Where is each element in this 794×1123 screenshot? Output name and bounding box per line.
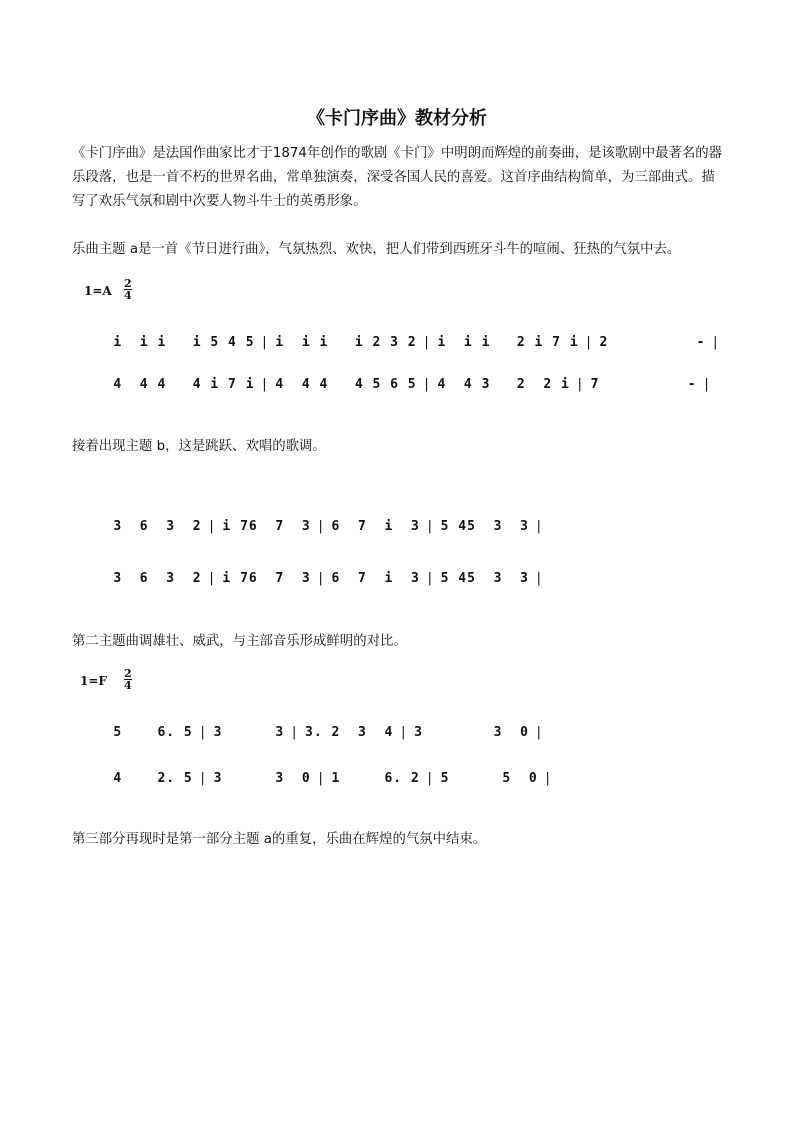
measure: 5 6. 5 [113, 725, 193, 740]
measure: 4 4 4 4 5 6 5 [275, 377, 417, 392]
time-signature: 2 4 [124, 277, 132, 302]
measure: 3. 2 3 4 [305, 725, 394, 740]
measure: 3 3 0 [213, 771, 311, 786]
measure: 7 - [590, 377, 697, 392]
measure: 3 6 3 2 [113, 519, 202, 534]
intro-paragraph: 《卡门序曲》是法国作曲家比才于1874年创作的歌剧《卡门》中明朗而辉煌的前奏曲，是该歌剧中最著名的器乐段落，也是一首不朽的世界名曲，常单独演奏，深受各国人民的喜爱。这首序曲结构简单，为三部曲式。描写了欢乐气氛和剧中次要人物斗牛士的英勇形象。 [72, 146, 723, 209]
score-theme-b [78, 500, 544, 586]
measure: 4 4 4 4 i 7 i [113, 377, 255, 392]
score-theme-a [78, 277, 721, 392]
measure: 1 6. 2 [331, 771, 420, 786]
measure: i 76 7 3 [222, 571, 311, 586]
key-signature: 1=F [80, 674, 107, 688]
measure: i i i 2 i 7 i [437, 335, 579, 350]
score-line: 3 6 3 2 | i 76 7 3 | 6 7 i 3 | 5 45 3 3 | [113, 519, 544, 534]
measure: 6 7 i 3 [331, 571, 420, 586]
measure: 5 5 0 [440, 771, 538, 786]
measure: 2 - [599, 335, 706, 350]
score-theme-2 [78, 667, 553, 786]
measure: 4 4 3 2 2 i [437, 377, 570, 392]
time-signature: 2 4 [124, 667, 132, 692]
measure: i i i i 2 3 2 [275, 335, 417, 350]
measure: i 76 7 3 [222, 519, 311, 534]
score-line: 3 6 3 2 | i 76 7 3 | 6 7 i 3 | 5 45 3 3 | [113, 571, 544, 586]
key-signature: 1=A [84, 284, 112, 298]
part3-paragraph: 第三部分再现时是第一部分主题 a的重复，乐曲在辉煌的气氛中结束。 [72, 832, 487, 847]
measure: 6 7 i 3 [331, 519, 420, 534]
measure: 3 3 [213, 725, 285, 740]
measure: 5 45 3 3 [440, 519, 529, 534]
page-title: 《卡门序曲》教材分析 [307, 108, 487, 129]
measure: 5 45 3 3 [440, 571, 529, 586]
score-line: 5 6. 5 | 3 3 | 3. 2 3 4 | 3 3 0 | [113, 725, 544, 740]
score-line: 4 2. 5 | 3 3 0 | 1 6. 2 | 5 5 0 | [113, 771, 553, 786]
measure: 4 2. 5 [113, 771, 193, 786]
measure: 3 3 0 [414, 725, 529, 740]
score-line: i i i i 5 4 5 | i i i i 2 3 2 | i i i 2 i 7 i | 2 - | [113, 335, 721, 350]
theme-2-paragraph: 第二主题曲调雄壮、威武，与主部音乐形成鲜明的对比。 [72, 634, 407, 649]
measure: i i i i 5 4 5 [113, 335, 255, 350]
theme-b-paragraph: 接着出现主题 b，这是跳跃、欢唱的歌调。 [72, 439, 326, 454]
theme-a-paragraph: 乐曲主题 a是一首《节日进行曲》，气氛热烈、欢快，把人们带到西班牙斗牛的喧闹、狂热的气氛中去。 [72, 242, 681, 257]
measure: 3 6 3 2 [113, 571, 202, 586]
score-line: 4 4 4 4 i 7 i | 4 4 4 4 5 6 5 | 4 4 3 2 2 i | 7 - | [113, 377, 712, 392]
